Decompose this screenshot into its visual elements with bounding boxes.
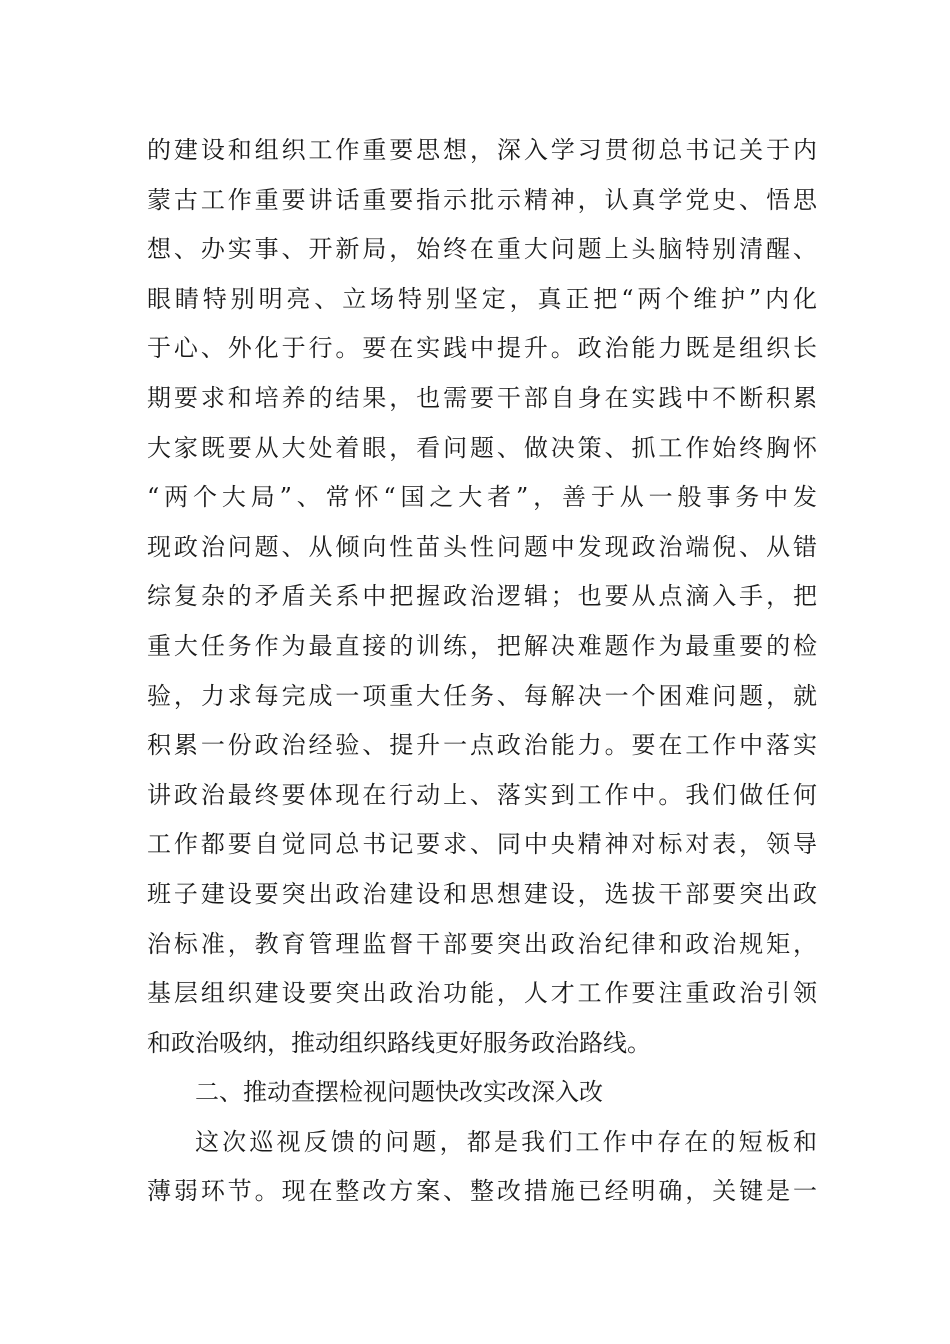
body-line-15: 工作都要自觉同总书记要求、同中央精神对标对表，领导 bbox=[147, 830, 817, 859]
body-line-16: 班子建设要突出政治建设和思想建设，选拔干部要突出政 bbox=[147, 879, 817, 908]
body-line-12: 验，力求每完成一项重大任务、每解决一个困难问题，就 bbox=[147, 681, 817, 710]
body-line-1: 的建设和组织工作重要思想，深入学习贯彻总书记关于内 bbox=[147, 136, 817, 164]
body-line-22: 薄弱环节。现在整改方案、整改措施已经明确，关键是一 bbox=[147, 1177, 817, 1206]
body-line-6: 期要求和培养的结果，也需要干部自身在实践中不断积累 bbox=[147, 383, 817, 412]
body-line-19: 和政治吸纳，推动组织路线更好服务政治路线。 bbox=[147, 1028, 651, 1057]
body-line-11: 重大任务作为最直接的训练，把解决难题作为最重要的检 bbox=[147, 631, 817, 660]
section-heading: 二、推动查摆检视问题快改实改深入改 bbox=[195, 1078, 603, 1107]
body-line-8: “两个大局”、常怀“国之大者”，善于从一般事务中发 bbox=[147, 483, 817, 512]
body-line-5: 于心、外化于行。要在实践中提升。政治能力既是组织长 bbox=[147, 334, 817, 363]
body-line-17: 治标准，教育管理监督干部要突出政治纪律和政治规矩， bbox=[147, 929, 817, 958]
body-line-9: 现政治问题、从倾向性苗头性问题中发现政治端倪、从错 bbox=[147, 532, 817, 561]
body-line-13: 积累一份政治经验、提升一点政治能力。要在工作中落实 bbox=[147, 731, 817, 760]
body-line-7: 大家既要从大处着眼，看问题、做决策、抓工作始终胸怀 bbox=[147, 433, 817, 462]
body-line-4: 眼睛特别明亮、立场特别坚定，真正把“两个维护”内化 bbox=[147, 284, 817, 313]
body-line-18: 基层组织建设要突出政治功能，人才工作要注重政治引领 bbox=[147, 979, 817, 1008]
body-line-3: 想、办实事、开新局，始终在重大问题上头脑特别清醒、 bbox=[147, 235, 817, 264]
body-line-21: 这次巡视反馈的问题，都是我们工作中存在的短板和 bbox=[195, 1127, 817, 1156]
body-line-2: 蒙古工作重要讲话重要指示批示精神，认真学党史、悟思 bbox=[147, 185, 817, 214]
body-line-14: 讲政治最终要体现在行动上、落实到工作中。我们做任何 bbox=[147, 780, 817, 809]
document-body bbox=[147, 126, 817, 1217]
body-line-10: 综复杂的矛盾关系中把握政治逻辑；也要从点滴入手，把 bbox=[147, 582, 817, 611]
